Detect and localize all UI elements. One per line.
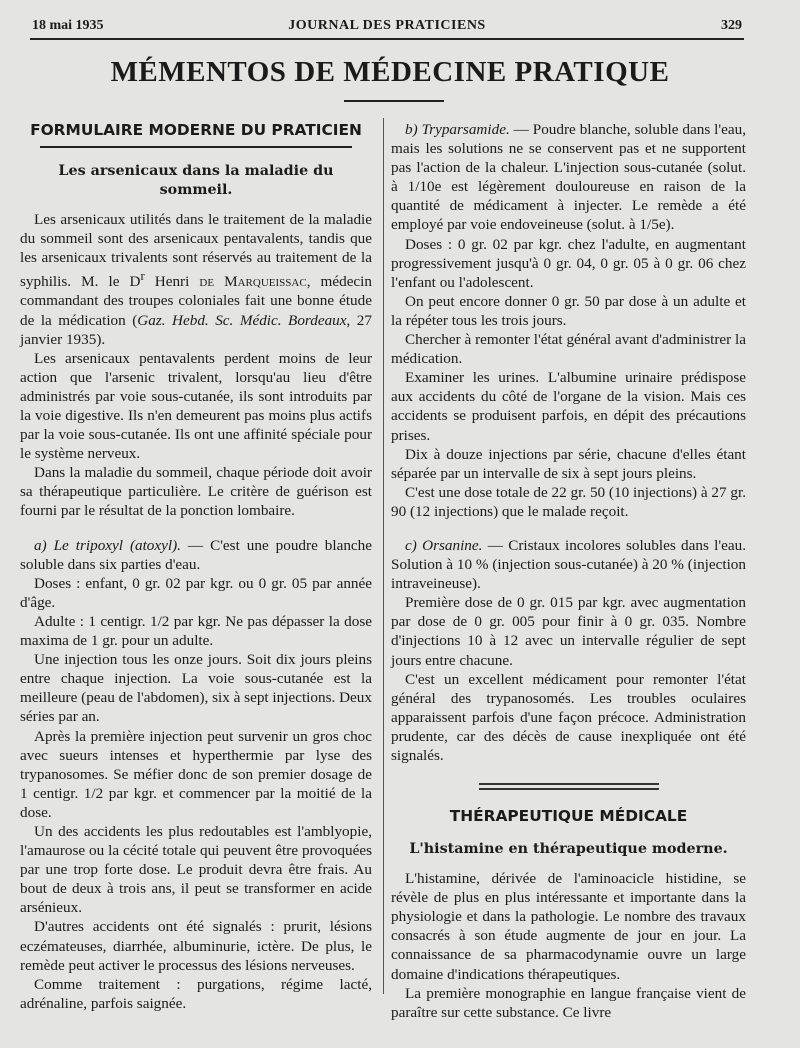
drug-name: Tryparsamide.	[421, 121, 510, 138]
title-rule	[344, 100, 444, 102]
paragraph: Adulte : 1 centigr. 1/2 par kgr. Ne pas dépasser la dose maxima de 1 gr. pour un adulte.	[20, 612, 372, 650]
paragraph: Un des accidents les plus redoutables est l'amblyopie, l'amaurose ou la cécité totale qui peuvent être provoquées par une trop forte dose. Le produit devra être frais. Au bout de deux à trois ans, il peut se transformer en acide arsénieux.	[20, 822, 372, 917]
article-title-arsenicaux: Les arsenicaux dans la maladie du sommeil.	[58, 163, 334, 198]
paragraph: Une injection tous les onze jours. Soit dix jours pleins entre chaque injection. La voie sous-cutanée est la meilleure (peau de l'abdomen), six à sept injections. Deux séries par an.	[20, 651, 372, 726]
section-heading-rule	[40, 146, 352, 148]
paragraph: Dans la maladie du sommeil, chaque période doit avoir sa thérapeutique particulière. Le critère de guérison est fourni par le résultat de la ponction lombaire.	[20, 464, 372, 520]
paragraph-tryparsamide: b) Tryparsamide. — Poudre blanche, soluble dans l'eau, mais les solutions ne se conservent pas et ne supportent pas l'action de la chaleur. L'injection sous-cutanée (solut. à 1/10e est légèrement douloureuse en raison de la quantité de médicament à injecter. Le remède a été employé par voie endoveineuse (solut. à 1/5e).	[391, 121, 746, 234]
paragraph: L'histamine, dérivée de l'aminoacicle histidine, se révèle de plus en plus intéressante et importante dans la physiologie et dans la pathologie. Le nombre des travaux consacrés à son étude augmente de jour en jour. La connaissance de sa pharmacodynamie ouvre un large domaine d'indications thérapeutiques.	[391, 870, 746, 983]
left-column	[20, 120, 372, 1013]
running-header	[32, 18, 742, 38]
right-column	[391, 120, 746, 1022]
paragraph: Chercher à remonter l'état général avant d'administrer la médication.	[391, 331, 746, 368]
paragraph: Première dose de 0 gr. 015 par kgr. avec augmentation par dose de 0 gr. 005 pour finir à 0 gr. 035. Nombre d'injections 10 à 12 avec un intervalle régulier de sept jours entre chacune.	[391, 594, 746, 669]
page-title: MÉMENTOS DE MÉDECINE PRATIQUE	[110, 56, 670, 88]
drug-name: tripoxyl (atoxyl).	[75, 536, 181, 554]
journal-name: JOURNAL DES PRATICIENS	[288, 18, 486, 33]
header-rule	[30, 38, 744, 40]
paragraph: Doses : enfant, 0 gr. 02 par kgr. ou 0 gr. 05 par année d'âge.	[20, 574, 372, 611]
paragraph: Examiner les urines. L'albumine urinaire prédispose aux accidents du côté de l'organe de la vision. Mais ces accidents se produisent parfois, en dépit des précautions prises.	[391, 369, 746, 444]
section-heading-formulaire: FORMULAIRE MODERNE DU PRATICIEN	[30, 121, 362, 139]
paragraph: Les arsenicaux pentavalents perdent moins de leur action que l'arsenic trivalent, lorsqu'au lieu d'être administrés par voie sous-cutanée, ils sont introduits par la voie digestive. Ils n'en demeurent pas moins plus actifs par la voie sous-cutanée. Ils ont une affinité spéciale pour le système nerveux.	[20, 349, 372, 463]
paragraph: On peut encore donner 0 gr. 50 par dose à un adulte et la répéter tous les trois jours.	[391, 292, 746, 329]
paragraph: C'est une dose totale de 22 gr. 50 (10 injections) à 27 gr. 90 (12 injections) que le malade reçoit.	[391, 483, 747, 520]
paragraph-orsanine: c) Orsanine. — Cristaux incolores solubles dans l'eau. Solution à 10 % (injection sous-cutanée) à 20 % (injection intraveineuse).	[391, 536, 746, 593]
paragraph: Dix à douze injections par série, chacune d'elles étant séparée par un intervalle de six à sept jours pleins.	[391, 445, 746, 482]
drug-name: Orsanine.	[422, 536, 483, 554]
header-date: 18 mai 1935	[32, 18, 104, 33]
author-name: de Marqueissac	[199, 273, 307, 291]
citation: Gaz. Hebd. Sc. Médic. Bordeaux	[137, 311, 347, 329]
paragraph: C'est un excellent médicament pour remonter l'état général des trypanosomés. Les troubles oculaires apparaissent parfois d'une façon précoce. Administration prudente, car des décès de cause inexpliquée ont été signalés.	[391, 670, 746, 764]
paragraph: D'autres accidents ont été signalés : prurit, lésions eczémateuses, diarrhée, albuminurie, ictère. De plus, le remède peut activer le processus des lésions nerveuses.	[20, 918, 372, 974]
section-separator	[479, 783, 659, 790]
paragraph: Après la première injection peut survenir un gros choc avec sueurs intenses et hyperthermie par lyse des trypanosomes. Se méfier donc de son premier dosage de 1 centigr. 1/2 par kgr. et commencer par la moitié de la dose.	[20, 727, 372, 821]
paragraph-tripoxyl: a) Le tripoxyl (atoxyl). — C'est une poudre blanche soluble dans six parties d'eau.	[20, 536, 372, 573]
page-number: 329	[721, 18, 742, 33]
paragraph: La première monographie en langue française vient de paraître sur cette substance. Ce livre	[391, 984, 746, 1021]
paragraph: Les arsenicaux utilités dans le traitement de la maladie du sommeil sont des arsenicaux pentavalents, tandis que les arsenicaux trivalents sont réservés au traitement de la syphilis. M. le $D^r$ Henri de Marqueissac, médecin commandant des troupes coloniales fait une bonne étude de la médication (Gaz. Hebd. Sc. Médic. Bordeaux, 27 janvier 1935).	[20, 211, 372, 348]
paragraph: Doses : 0 gr. 02 par kgr. chez l'adulte, en augmentant progressivement jusqu'à 0 gr. 04, 0 gr. 05 à 0 gr. 06 chez l'enfant ou l'adolescent.	[391, 235, 746, 291]
therapeutique-section	[391, 806, 746, 1022]
section-heading-therapeutique: THÉRAPEUTIQUE MÉDICALE	[449, 807, 688, 826]
column-divider	[383, 118, 384, 994]
paragraph: Comme traitement : purgations, régime lacté, adrénaline, parfois saignée.	[20, 975, 372, 1012]
article-title-histamine: L'histamine en thérapeutique moderne.	[409, 841, 728, 858]
